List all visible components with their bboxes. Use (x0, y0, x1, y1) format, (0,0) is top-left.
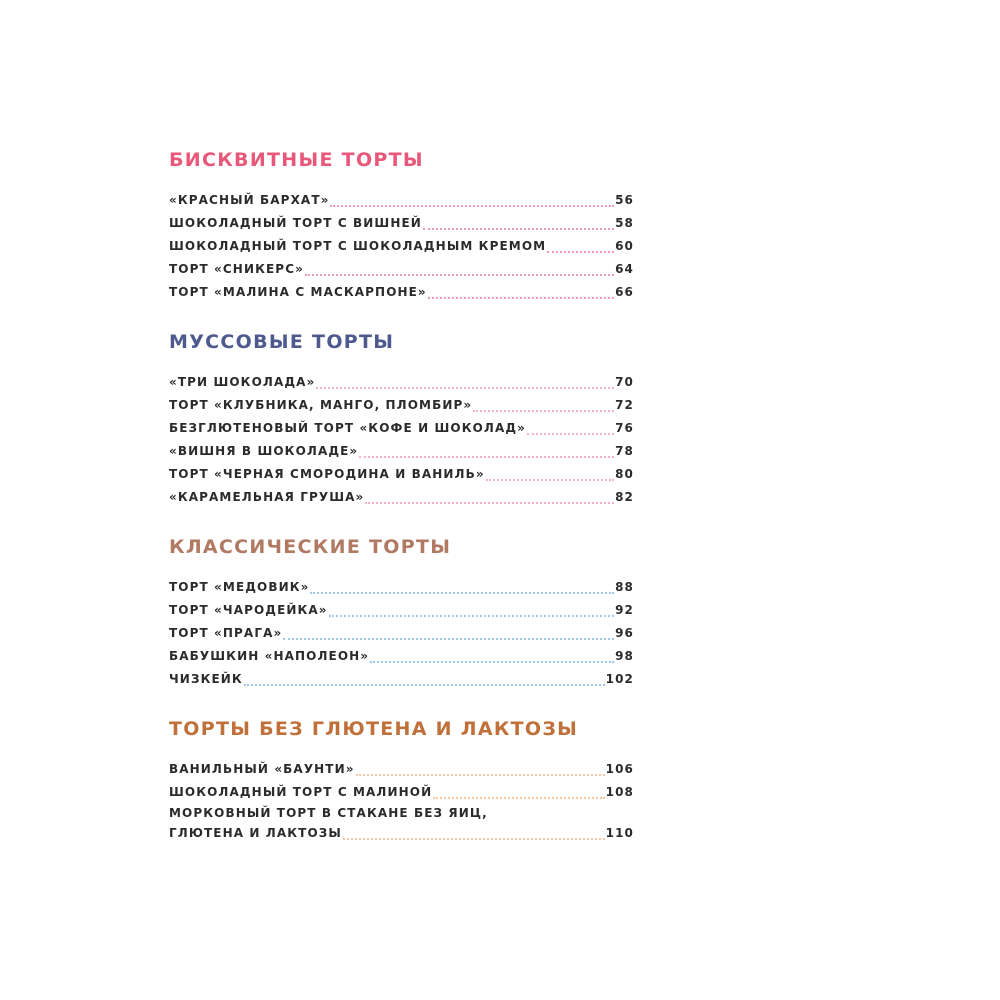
toc-entry[interactable] (169, 463, 634, 486)
entry-title: ТОРТ «ПРАГА» (169, 626, 283, 640)
toc-section (169, 534, 634, 691)
dot-leader (283, 638, 614, 640)
section-title: БИСКВИТНЫЕ ТОРТЫ (169, 149, 424, 171)
page-number: 110 (605, 826, 634, 840)
page-number: 96 (615, 626, 634, 640)
toc-entry[interactable] (169, 258, 634, 281)
dot-leader (433, 797, 604, 799)
toc-entry[interactable] (169, 758, 634, 781)
section-title: МУССОВЫЕ ТОРТЫ (169, 331, 395, 353)
entry-title: «КРАСНЫЙ БАРХАТ» (169, 193, 330, 207)
dot-leader (428, 297, 614, 299)
dot-leader (359, 456, 614, 458)
page-number: 58 (615, 216, 634, 230)
toc-entry[interactable] (169, 781, 634, 804)
entry-title: ШОКОЛАДНЫЙ ТОРТ С МАЛИНОЙ (169, 785, 433, 799)
page-number: 102 (605, 672, 634, 686)
entry-list (169, 576, 634, 691)
toc-entry[interactable] (169, 371, 634, 394)
toc-section (169, 716, 634, 844)
dot-leader (423, 228, 614, 230)
toc-entry[interactable] (169, 394, 634, 417)
entry-title: ТОРТ «КЛУБНИКА, МАНГО, ПЛОМБИР» (169, 398, 473, 412)
section-title: КЛАССИЧЕСКИЕ ТОРТЫ (169, 536, 452, 558)
dot-leader (365, 502, 614, 504)
page-number: 64 (615, 262, 634, 276)
entry-title: ЧИЗКЕЙК (169, 672, 243, 686)
toc-entry[interactable] (169, 189, 634, 212)
entry-title: ТОРТ «ЧЕРНАЯ СМОРОДИНА И ВАНИЛЬ» (169, 467, 485, 481)
page-number: 60 (615, 239, 634, 253)
entry-title: «ВИШНЯ В ШОКОЛАДЕ» (169, 444, 359, 458)
table-of-contents (169, 147, 634, 869)
page-number: 56 (615, 193, 634, 207)
page-number: 88 (615, 580, 634, 594)
dot-leader (473, 410, 614, 412)
entry-title: «КАРАМЕЛЬНАЯ ГРУША» (169, 490, 365, 504)
toc-entry[interactable] (169, 804, 634, 844)
toc-entry[interactable] (169, 440, 634, 463)
entry-title: МОРКОВНЫЙ ТОРТ В СТАКАНЕ БЕЗ ЯИЦ, (169, 806, 488, 820)
dot-leader (356, 774, 605, 776)
dot-leader (330, 205, 614, 207)
page-number: 108 (605, 785, 634, 799)
dot-leader (343, 838, 605, 840)
entry-list (169, 189, 634, 304)
toc-entry[interactable] (169, 417, 634, 440)
toc-entry[interactable] (169, 599, 634, 622)
entry-title: БЕЗГЛЮТЕНОВЫЙ ТОРТ «КОФЕ И ШОКОЛАД» (169, 421, 527, 435)
entry-list (169, 371, 634, 509)
page-number: 66 (615, 285, 634, 299)
page-number: 76 (615, 421, 634, 435)
page-number: 98 (615, 649, 634, 663)
entry-title: ШОКОЛАДНЫЙ ТОРТ С ШОКОЛАДНЫМ КРЕМОМ (169, 239, 547, 253)
entry-title: БАБУШКИН «НАПОЛЕОН» (169, 649, 370, 663)
page-number: 106 (605, 762, 634, 776)
toc-entry[interactable] (169, 212, 634, 235)
dot-leader (329, 615, 614, 617)
entry-title-continued: ГЛЮТЕНА И ЛАКТОЗЫ (169, 826, 342, 840)
entry-line2 (169, 823, 634, 844)
toc-entry[interactable] (169, 645, 634, 668)
dot-leader (305, 274, 614, 276)
page-number: 72 (615, 398, 634, 412)
page-number: 80 (615, 467, 634, 481)
dot-leader (527, 433, 614, 435)
toc-entry[interactable] (169, 486, 634, 509)
entry-title: ШОКОЛАДНЫЙ ТОРТ С ВИШНЕЙ (169, 216, 422, 230)
toc-entry[interactable] (169, 668, 634, 691)
toc-section (169, 147, 634, 304)
dot-leader (370, 661, 614, 663)
entry-title: «ТРИ ШОКОЛАДА» (169, 375, 316, 389)
dot-leader (547, 251, 614, 253)
section-title: ТОРТЫ БЕЗ ГЛЮТЕНА И ЛАКТОЗЫ (169, 718, 579, 740)
page-number: 92 (615, 603, 634, 617)
toc-entry[interactable] (169, 235, 634, 258)
entry-title: ТОРТ «МЕДОВИК» (169, 580, 310, 594)
toc-entry[interactable] (169, 281, 634, 304)
page-number: 82 (615, 490, 634, 504)
dot-leader (486, 479, 614, 481)
page-number: 70 (615, 375, 634, 389)
entry-title: ТОРТ «ЧАРОДЕЙКА» (169, 603, 328, 617)
entry-title: ВАНИЛЬНЫЙ «БАУНТИ» (169, 762, 355, 776)
toc-entry[interactable] (169, 576, 634, 599)
toc-section (169, 329, 634, 509)
dot-leader (244, 684, 605, 686)
dot-leader (310, 592, 614, 594)
entry-list (169, 758, 634, 844)
toc-entry[interactable] (169, 622, 634, 645)
entry-title: ТОРТ «МАЛИНА С МАСКАРПОНЕ» (169, 285, 427, 299)
dot-leader (316, 387, 614, 389)
entry-title: ТОРТ «СНИКЕРС» (169, 262, 304, 276)
page-number: 78 (615, 444, 634, 458)
